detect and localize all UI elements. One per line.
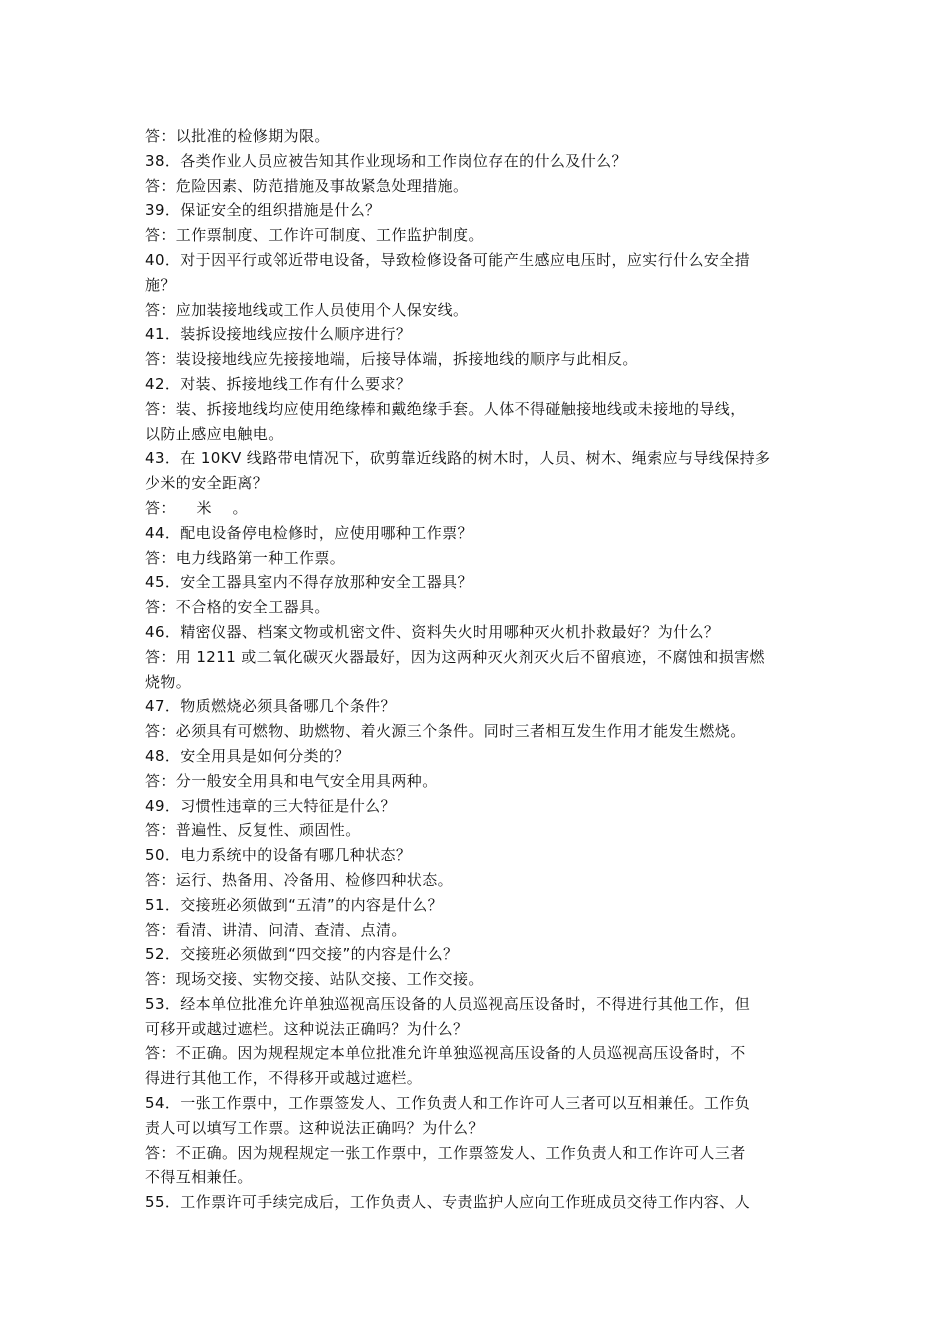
question-line: 44．配电设备停电检修时，应使用哪种工作票？ xyxy=(145,523,473,542)
answer-line: 答：不合格的安全工器具。 xyxy=(145,598,330,617)
answer-line: 答：分一般安全用具和电气安全用具两种。 xyxy=(145,771,438,790)
question-line: 50．电力系统中的设备有哪几种状态？ xyxy=(145,846,412,865)
question-line: 53．经本单位批准允许单独巡视高压设备的人员巡视高压设备时，不得进行其他工作，但 xyxy=(145,994,751,1013)
answer-line: 答：普遍性、反复性、顽固性。 xyxy=(145,821,361,840)
question-line: 39．保证安全的组织措施是什么？ xyxy=(145,201,381,220)
question-line: 55．工作票许可手续完成后，工作负责人、专责监护人应向工作班成员交待工作内容、人 xyxy=(145,1193,751,1212)
question-line: 38．各类作业人员应被告知其作业现场和工作岗位存在的什么及什么？ xyxy=(145,151,627,170)
question-line: 45．安全工器具室内不得存放那种安全工器具？ xyxy=(145,573,473,592)
text-line: 答：以批准的检修期为限。 xyxy=(145,127,330,145)
question-line: 51．交接班必须做到“五清”的内容是什么？ xyxy=(145,895,444,914)
question-line: 46．精密仪器、档案文物或机密文件、资料失火时用哪种灭火机扑救最好？为什么？ xyxy=(145,622,720,641)
question-line: 43．在 10KV 线路带电情况下，砍剪靠近线路的树木时，人员、树木、绳索应与导线保持多 xyxy=(145,449,771,468)
answer-line: 答：不正确。因为规程规定一张工作票中，工作票签发人、工作负责人和工作许可人三者 xyxy=(145,1143,746,1162)
answer-line: 答：看清、讲清、问清、查清、点清。 xyxy=(145,920,407,939)
question-line: 可移开或越过遮栏。这种说法正确吗？为什么？ xyxy=(145,1019,469,1038)
answer-line: 答：运行、热备用、冷备用、检修四种状态。 xyxy=(145,870,454,889)
answer-line: 答：危险因素、防范措施及事故紧急处理措施。 xyxy=(145,176,469,195)
answer-line: 答：工作票制度、工作许可制度、工作监护制度。 xyxy=(145,226,484,245)
question-line: 40．对于因平行或邻近带电设备，导致检修设备可能产生感应电压时，应实行什么安全措 xyxy=(145,250,751,269)
answer-line: 答：电力线路第一种工作票。 xyxy=(145,548,346,567)
document-page xyxy=(145,124,813,1215)
answer-line: 答：用 1211 或二氧化碳灭火器最好，因为这两种灭火剂灭火后不留痕迹，不腐蚀和损害燃 xyxy=(145,647,765,666)
question-line: 52．交接班必须做到“四交接”的内容是什么？ xyxy=(145,945,459,964)
question-line: 施？ xyxy=(145,275,176,294)
question-line: 54．一张工作票中，工作票签发人、工作负责人和工作许可人三者可以互相兼任。工作负 xyxy=(145,1094,751,1113)
question-line: 47．物质燃烧必须具备哪几个条件？ xyxy=(145,697,396,716)
answer-line: 答：装、拆接地线均应使用绝缘棒和戴绝缘手套。人体不得碰触接地线或未接地的导线， xyxy=(145,399,746,418)
question-line: 41．装拆设接地线应按什么顺序进行？ xyxy=(145,325,412,344)
answer-line: 答：现场交接、实物交接、站队交接、工作交接。 xyxy=(145,970,484,989)
answer-line: 答： 米 。 xyxy=(145,498,248,517)
question-line: 少米的安全距离？ xyxy=(145,474,269,493)
question-line: 责人可以填写工作票。这种说法正确吗？为什么？ xyxy=(145,1118,484,1137)
question-line: 48．安全用具是如何分类的？ xyxy=(145,746,350,765)
answer-line: 答：装设接地线应先接接地端，后接导体端，拆接地线的顺序与此相反。 xyxy=(145,350,638,369)
question-line: 42．对装、拆接地线工作有什么要求？ xyxy=(145,374,412,393)
answer-line: 得进行其他工作，不得移开或越过遮栏。 xyxy=(145,1069,423,1088)
answer-line: 以防止感应电触电。 xyxy=(145,424,284,443)
answer-line: 不得互相兼任。 xyxy=(145,1168,253,1187)
answer-line: 答：应加装接地线或工作人员使用个人保安线。 xyxy=(145,300,469,319)
answer-line: 答：必须具有可燃物、助燃物、着火源三个条件。同时三者相互发生作用才能发生燃烧。 xyxy=(145,722,746,741)
question-line: 49．习惯性违章的三大特征是什么？ xyxy=(145,796,396,815)
answer-line: 烧物。 xyxy=(145,672,192,691)
answer-line: 答：不正确。因为规程规定本单位批准允许单独巡视高压设备的人员巡视高压设备时，不 xyxy=(145,1044,746,1063)
